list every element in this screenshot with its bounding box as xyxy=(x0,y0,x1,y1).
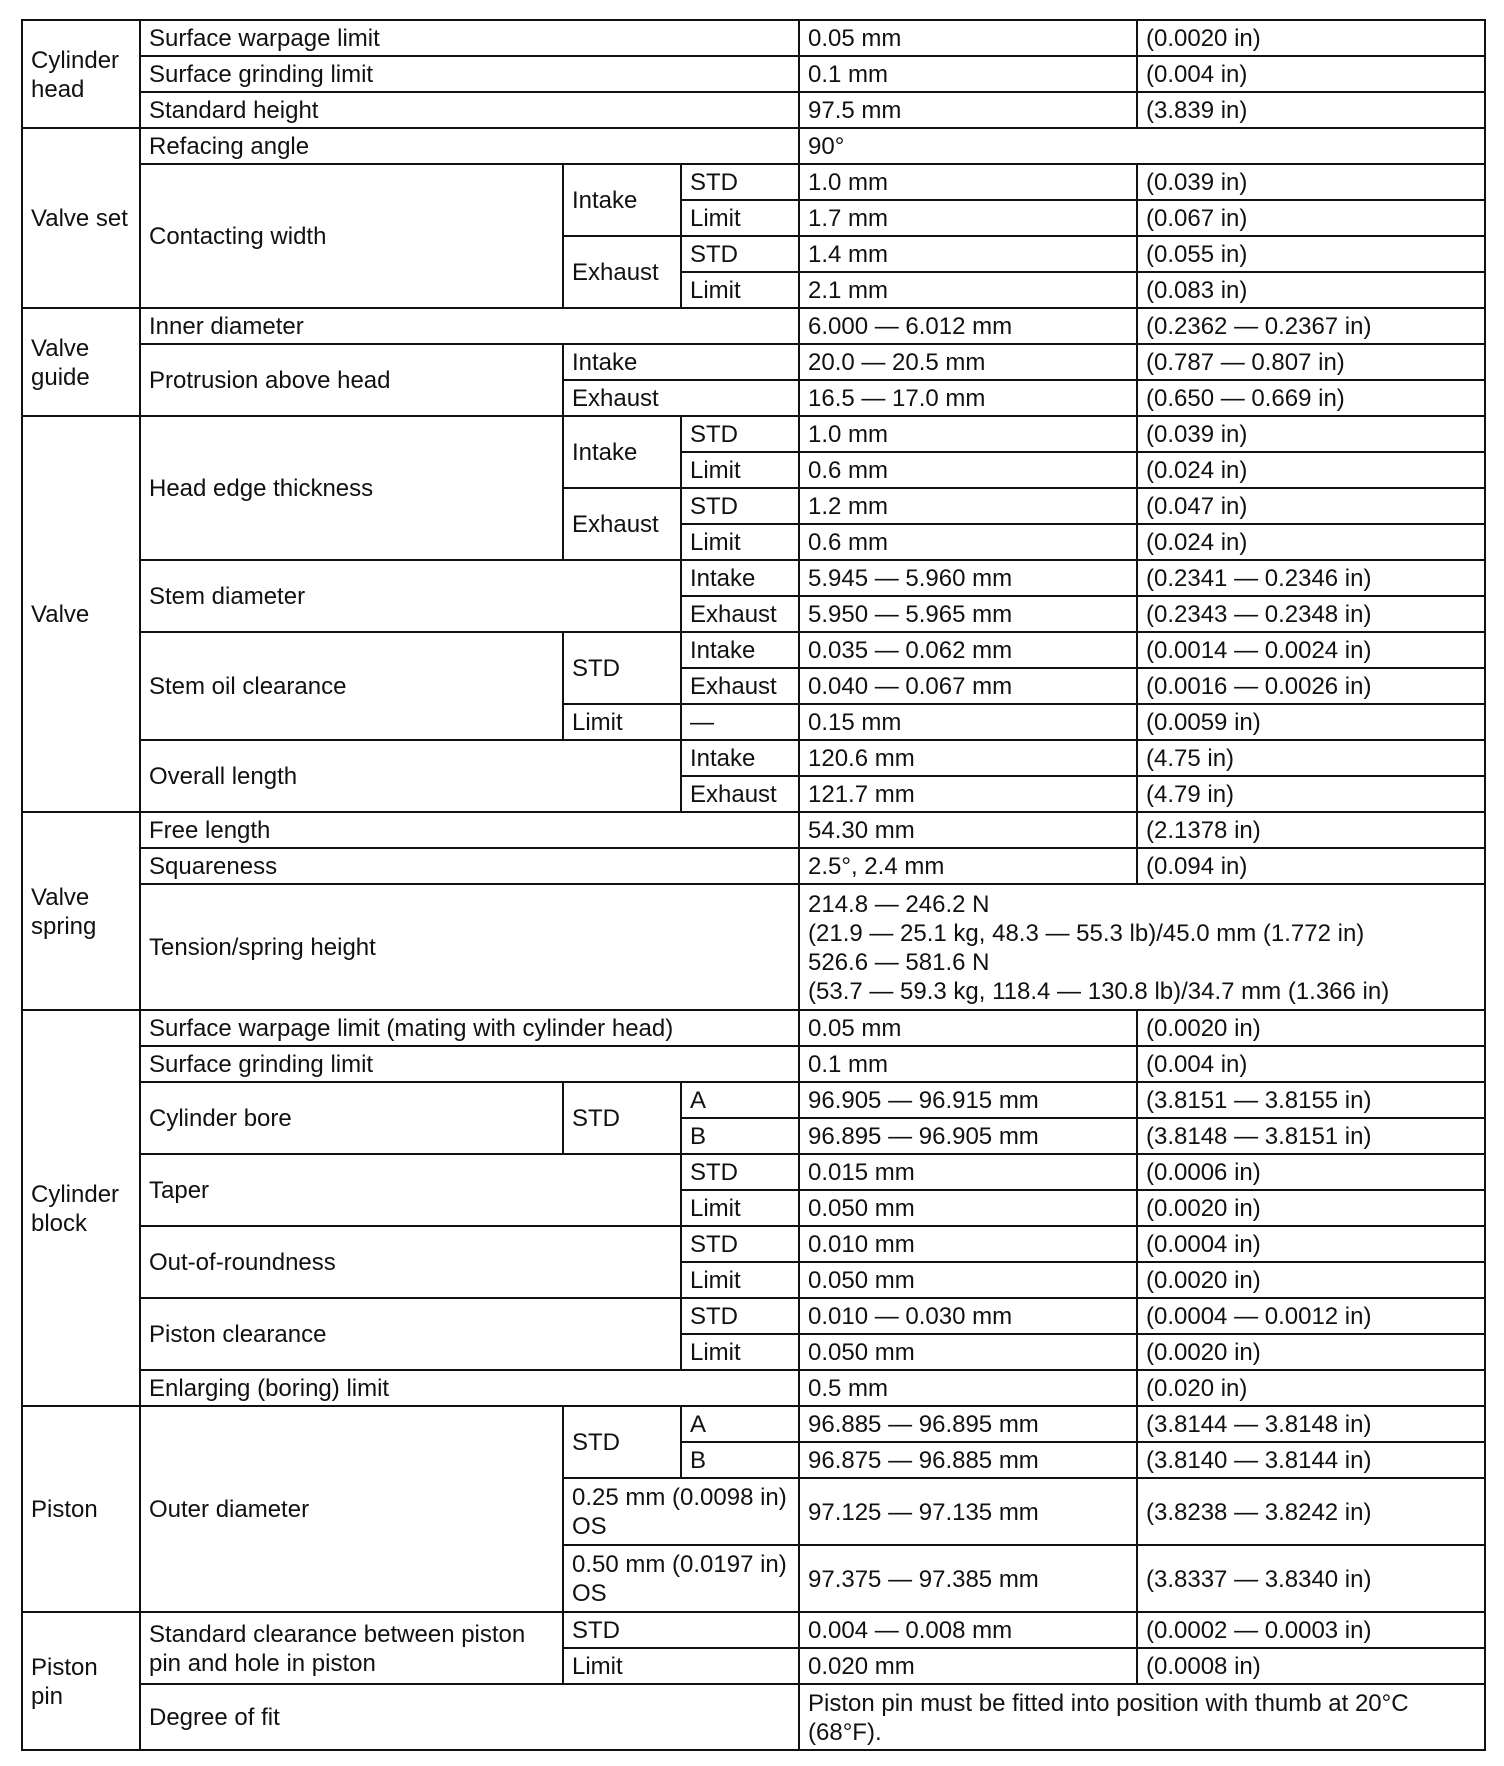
sub-label-a: A xyxy=(681,1406,799,1442)
imperial-value: (0.0020 in) xyxy=(1137,1010,1485,1046)
table-row xyxy=(22,1684,1485,1750)
metric-value: 6.000 — 6.012 mm xyxy=(799,308,1137,344)
sub-label-exhaust: Exhaust xyxy=(563,380,799,416)
table-row xyxy=(22,128,1485,164)
table-row xyxy=(22,1046,1485,1082)
sub-label-std: STD xyxy=(563,1612,799,1648)
sub-label-oversize: 0.50 mm (0.0197 in) OS xyxy=(563,1545,799,1612)
metric-value: 96.905 — 96.915 mm xyxy=(799,1082,1137,1118)
item-label: Outer diameter xyxy=(140,1406,563,1612)
section-piston: Piston xyxy=(22,1406,140,1612)
item-label: Stem oil clearance xyxy=(140,632,563,740)
section-valve-spring: Valve spring xyxy=(22,812,140,1010)
metric-value: 1.7 mm xyxy=(799,200,1137,236)
item-label: Degree of fit xyxy=(140,1684,799,1750)
imperial-value: (0.0020 in) xyxy=(1137,1262,1485,1298)
imperial-value: (0.055 in) xyxy=(1137,236,1485,272)
sub-label-exhaust: Exhaust xyxy=(681,776,799,812)
tension-line: 214.8 — 246.2 N xyxy=(808,890,990,918)
imperial-value: (0.2362 — 0.2367 in) xyxy=(1137,308,1485,344)
metric-value: 0.020 mm xyxy=(799,1648,1137,1684)
table-row xyxy=(22,416,1485,452)
imperial-value: (0.083 in) xyxy=(1137,272,1485,308)
sub-label-std: STD xyxy=(681,1226,799,1262)
imperial-value: (0.0002 — 0.0003 in) xyxy=(1137,1612,1485,1648)
imperial-value: (0.0020 in) xyxy=(1137,1190,1485,1226)
metric-value: 0.040 — 0.067 mm xyxy=(799,668,1137,704)
imperial-value: (3.8148 — 3.8151 in) xyxy=(1137,1118,1485,1154)
section-cylinder-block: Cylinder block xyxy=(22,1010,140,1406)
sub-label-intake: Intake xyxy=(563,344,799,380)
item-label: Squareness xyxy=(140,848,799,884)
tension-line: (53.7 — 59.3 kg, 118.4 — 130.8 lb)/34.7 mm (1.366 in) xyxy=(808,977,1390,1005)
imperial-value: (4.75 in) xyxy=(1137,740,1485,776)
metric-value: 97.125 — 97.135 mm xyxy=(799,1478,1137,1545)
item-label: Stem diameter xyxy=(140,560,681,632)
imperial-value: (0.004 in) xyxy=(1137,1046,1485,1082)
sub-label-intake: Intake xyxy=(681,560,799,596)
tension-line: 526.6 — 581.6 N xyxy=(808,948,990,976)
item-label: Surface grinding limit xyxy=(140,56,799,92)
imperial-value: (3.8238 — 3.8242 in) xyxy=(1137,1478,1485,1545)
section-valve-guide: Valve guide xyxy=(22,308,140,416)
metric-value: 0.035 — 0.062 mm xyxy=(799,632,1137,668)
metric-value: 0.1 mm xyxy=(799,56,1137,92)
metric-value: 120.6 mm xyxy=(799,740,1137,776)
sub-label-dash: — xyxy=(681,704,799,740)
section-valve-seat: Valve set xyxy=(22,128,140,308)
table-row xyxy=(22,1298,1485,1334)
section-piston-pin: Piston pin xyxy=(22,1612,140,1750)
item-label: Taper xyxy=(140,1154,681,1226)
section-cylinder-head: Cylinder head xyxy=(22,20,140,128)
imperial-value: (0.650 — 0.669 in) xyxy=(1137,380,1485,416)
metric-value: 5.950 — 5.965 mm xyxy=(799,596,1137,632)
sub-label-limit: Limit xyxy=(681,200,799,236)
table-row xyxy=(22,1370,1485,1406)
sub-label-std: STD xyxy=(681,1298,799,1334)
sub-label-intake: Intake xyxy=(563,416,681,488)
tension-values xyxy=(799,884,1485,1010)
table-row xyxy=(22,164,1485,200)
metric-value: 0.6 mm xyxy=(799,524,1137,560)
item-label: Cylinder bore xyxy=(140,1082,563,1154)
metric-value: 97.375 — 97.385 mm xyxy=(799,1545,1137,1612)
metric-value: 96.885 — 96.895 mm xyxy=(799,1406,1137,1442)
item-label: Refacing angle xyxy=(140,128,799,164)
metric-value: 0.1 mm xyxy=(799,1046,1137,1082)
sub-label-limit: Limit xyxy=(681,524,799,560)
metric-value: 2.5°, 2.4 mm xyxy=(799,848,1137,884)
metric-value: 1.2 mm xyxy=(799,488,1137,524)
table-row xyxy=(22,812,1485,848)
item-label: Tension/spring height xyxy=(140,884,799,1010)
specification-table xyxy=(21,19,1486,1751)
imperial-value: (0.004 in) xyxy=(1137,56,1485,92)
table-row xyxy=(22,1010,1485,1046)
table-row xyxy=(22,1154,1485,1190)
sub-label-oversize: 0.25 mm (0.0098 in) OS xyxy=(563,1478,799,1545)
item-label: Surface warpage limit (mating with cylinder head) xyxy=(140,1010,799,1046)
table-row xyxy=(22,560,1485,596)
sub-label-exhaust: Exhaust xyxy=(563,488,681,560)
metric-value: 90° xyxy=(799,128,1485,164)
table-row xyxy=(22,1612,1485,1648)
metric-value: 0.15 mm xyxy=(799,704,1137,740)
imperial-value: (0.094 in) xyxy=(1137,848,1485,884)
item-label: Out-of-roundness xyxy=(140,1226,681,1298)
sub-label-exhaust: Exhaust xyxy=(681,668,799,704)
imperial-value: (0.0020 in) xyxy=(1137,20,1485,56)
metric-value: 121.7 mm xyxy=(799,776,1137,812)
sub-label-limit: Limit xyxy=(563,1648,799,1684)
sub-label-limit: Limit xyxy=(681,1190,799,1226)
sub-label-limit: Limit xyxy=(681,1334,799,1370)
imperial-value: (3.8140 — 3.8144 in) xyxy=(1137,1442,1485,1478)
table-row xyxy=(22,344,1485,380)
imperial-value: (3.8144 — 3.8148 in) xyxy=(1137,1406,1485,1442)
metric-value: 0.010 — 0.030 mm xyxy=(799,1298,1137,1334)
imperial-value: (0.787 — 0.807 in) xyxy=(1137,344,1485,380)
metric-value: 96.895 — 96.905 mm xyxy=(799,1118,1137,1154)
metric-value: 1.0 mm xyxy=(799,164,1137,200)
metric-value: 0.05 mm xyxy=(799,20,1137,56)
metric-value: 20.0 — 20.5 mm xyxy=(799,344,1137,380)
item-label: Piston clearance xyxy=(140,1298,681,1370)
sub-label-std: STD xyxy=(681,488,799,524)
sub-label-limit: Limit xyxy=(681,452,799,488)
table-row xyxy=(22,632,1485,668)
sub-label-b: B xyxy=(681,1118,799,1154)
sub-label-exhaust: Exhaust xyxy=(681,596,799,632)
metric-value: 0.010 mm xyxy=(799,1226,1137,1262)
sub-label-std: STD xyxy=(563,632,681,704)
item-label: Free length xyxy=(140,812,799,848)
table-row xyxy=(22,308,1485,344)
sub-label-intake: Intake xyxy=(681,632,799,668)
sub-label-intake: Intake xyxy=(563,164,681,236)
metric-value: 5.945 — 5.960 mm xyxy=(799,560,1137,596)
table-row xyxy=(22,92,1485,128)
imperial-value: (0.0008 in) xyxy=(1137,1648,1485,1684)
sub-label-std: STD xyxy=(681,236,799,272)
item-label: Surface grinding limit xyxy=(140,1046,799,1082)
imperial-value: (0.020 in) xyxy=(1137,1370,1485,1406)
imperial-value: (0.2341 — 0.2346 in) xyxy=(1137,560,1485,596)
imperial-value: (0.0014 — 0.0024 in) xyxy=(1137,632,1485,668)
sub-label-limit: Limit xyxy=(681,1262,799,1298)
table-row xyxy=(22,740,1485,776)
item-label: Standard clearance between piston pin and hole in piston xyxy=(140,1612,563,1684)
tension-line: (21.9 — 25.1 kg, 48.3 — 55.3 lb)/45.0 mm (1.772 in) xyxy=(808,919,1365,947)
sub-label-limit: Limit xyxy=(681,272,799,308)
metric-value: 0.050 mm xyxy=(799,1190,1137,1226)
section-valve: Valve xyxy=(22,416,140,812)
metric-value: 1.0 mm xyxy=(799,416,1137,452)
imperial-value: (3.839 in) xyxy=(1137,92,1485,128)
imperial-value: (0.0016 — 0.0026 in) xyxy=(1137,668,1485,704)
imperial-value: (4.79 in) xyxy=(1137,776,1485,812)
metric-value: 97.5 mm xyxy=(799,92,1137,128)
fit-description: Piston pin must be fitted into position with thumb at 20°C (68°F). xyxy=(799,1684,1485,1750)
imperial-value: (0.039 in) xyxy=(1137,164,1485,200)
table-row xyxy=(22,20,1485,56)
table-row xyxy=(22,1406,1485,1442)
metric-value: 0.5 mm xyxy=(799,1370,1137,1406)
table-row xyxy=(22,848,1485,884)
metric-value: 0.050 mm xyxy=(799,1334,1137,1370)
metric-value: 0.6 mm xyxy=(799,452,1137,488)
table-row xyxy=(22,56,1485,92)
item-label: Overall length xyxy=(140,740,681,812)
item-label: Contacting width xyxy=(140,164,563,308)
item-label: Enlarging (boring) limit xyxy=(140,1370,799,1406)
item-label: Head edge thickness xyxy=(140,416,563,560)
item-label: Surface warpage limit xyxy=(140,20,799,56)
imperial-value: (0.039 in) xyxy=(1137,416,1485,452)
metric-value: 16.5 — 17.0 mm xyxy=(799,380,1137,416)
imperial-value: (0.0004 — 0.0012 in) xyxy=(1137,1298,1485,1334)
metric-value: 0.050 mm xyxy=(799,1262,1137,1298)
item-label: Standard height xyxy=(140,92,799,128)
imperial-value: (0.0004 in) xyxy=(1137,1226,1485,1262)
sub-label-std: STD xyxy=(563,1082,681,1154)
sub-label-exhaust: Exhaust xyxy=(563,236,681,308)
sub-label-std: STD xyxy=(563,1406,681,1478)
imperial-value: (3.8151 — 3.8155 in) xyxy=(1137,1082,1485,1118)
metric-value: 0.004 — 0.008 mm xyxy=(799,1612,1137,1648)
metric-value: 0.015 mm xyxy=(799,1154,1137,1190)
sub-label-std: STD xyxy=(681,1154,799,1190)
imperial-value: (0.0020 in) xyxy=(1137,1334,1485,1370)
imperial-value: (0.0006 in) xyxy=(1137,1154,1485,1190)
imperial-value: (2.1378 in) xyxy=(1137,812,1485,848)
item-label: Protrusion above head xyxy=(140,344,563,416)
imperial-value: (0.067 in) xyxy=(1137,200,1485,236)
item-label: Inner diameter xyxy=(140,308,799,344)
table-row xyxy=(22,1082,1485,1118)
imperial-value: (3.8337 — 3.8340 in) xyxy=(1137,1545,1485,1612)
table-row xyxy=(22,1226,1485,1262)
sub-label-limit: Limit xyxy=(563,704,681,740)
sub-label-b: B xyxy=(681,1442,799,1478)
metric-value: 1.4 mm xyxy=(799,236,1137,272)
metric-value: 96.875 — 96.885 mm xyxy=(799,1442,1137,1478)
imperial-value: (0.0059 in) xyxy=(1137,704,1485,740)
sub-label-std: STD xyxy=(681,164,799,200)
metric-value: 54.30 mm xyxy=(799,812,1137,848)
sub-label-intake: Intake xyxy=(681,740,799,776)
metric-value: 2.1 mm xyxy=(799,272,1137,308)
sub-label-a: A xyxy=(681,1082,799,1118)
sub-label-std: STD xyxy=(681,416,799,452)
imperial-value: (0.2343 — 0.2348 in) xyxy=(1137,596,1485,632)
table-row xyxy=(22,884,1485,1010)
metric-value: 0.05 mm xyxy=(799,1010,1137,1046)
imperial-value: (0.024 in) xyxy=(1137,524,1485,560)
imperial-value: (0.024 in) xyxy=(1137,452,1485,488)
imperial-value: (0.047 in) xyxy=(1137,488,1485,524)
